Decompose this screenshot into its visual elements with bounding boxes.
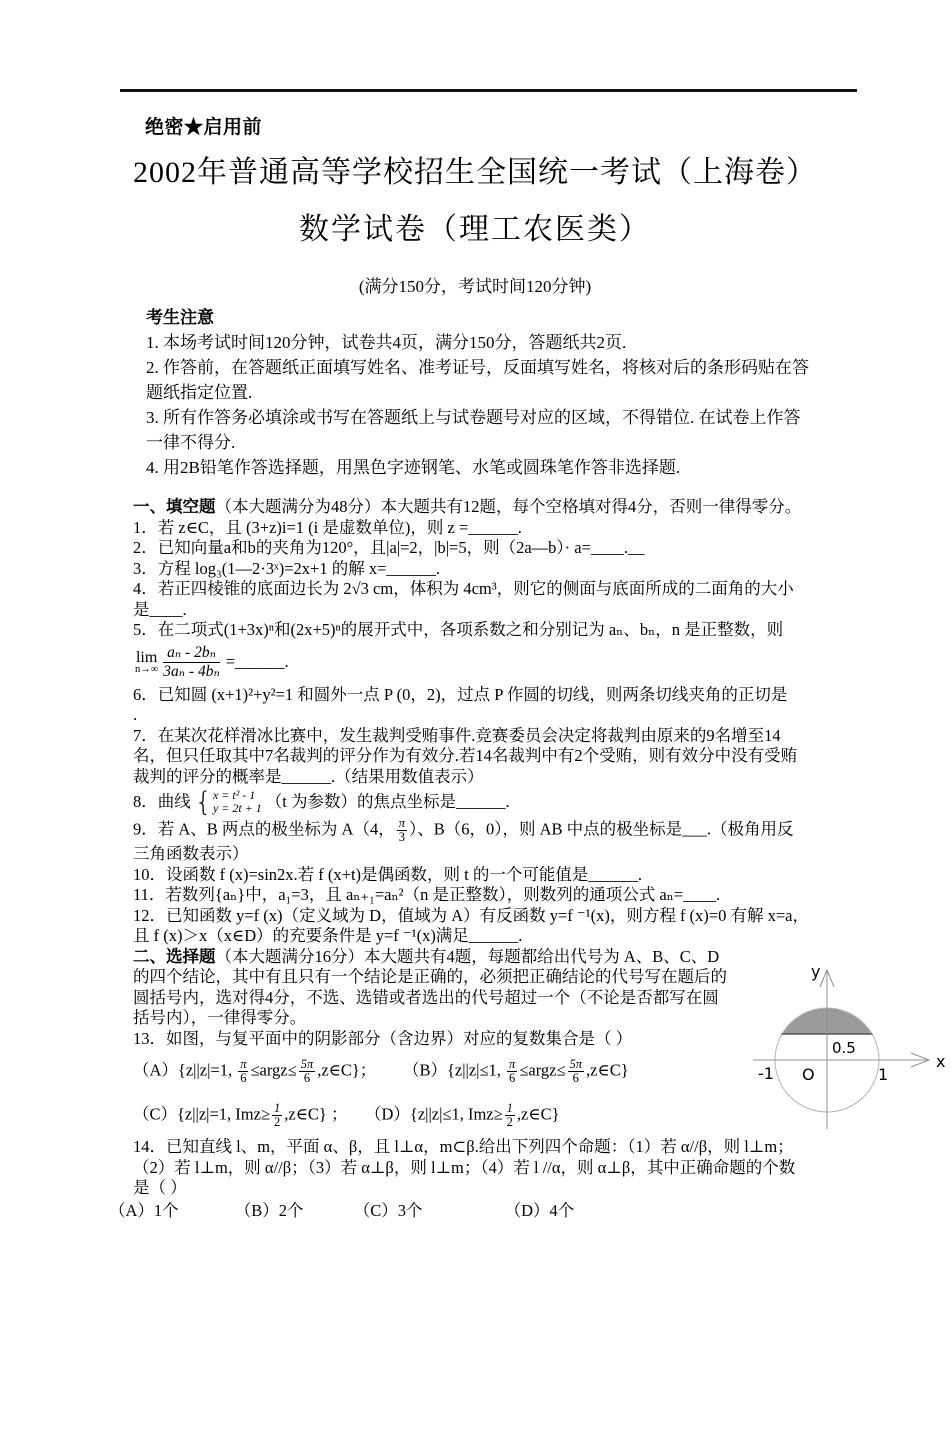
fraction-numerator: π — [509, 1056, 516, 1071]
question-13-options-row-1 — [133, 1049, 735, 1093]
fraction-denominator: 3aₙ - 4bₙ — [163, 663, 220, 680]
pi-over-3-fraction — [397, 817, 407, 844]
option-B: （B）2个 — [234, 1200, 304, 1220]
fraction-denominator: 6 — [509, 1070, 516, 1085]
fraction-numerator: 1 — [506, 1100, 513, 1115]
exam-title-line2: 数学试卷（理工农医类） — [299, 213, 651, 246]
option-C — [133, 1102, 365, 1129]
question-8-lead: 8．曲线 — [133, 791, 191, 811]
limit-word: lim — [135, 649, 158, 666]
question-13-options-row-2 — [133, 1093, 735, 1137]
option-B-mid: ≤argz≤ — [519, 1059, 566, 1079]
section-choice-title: 二、选择题 — [133, 946, 216, 966]
parametric-eq-x: x = t² - 1 — [212, 788, 256, 802]
option-C-tail: ,z∈C} ； — [284, 1103, 348, 1123]
section-fill-in — [133, 497, 810, 947]
y-axis-label: y — [811, 961, 821, 981]
five-pi-over-6-fraction — [568, 1058, 585, 1085]
pi-over-6-fraction — [238, 1058, 248, 1085]
origin-label: O — [802, 1064, 815, 1084]
fraction-numerator: 1 — [274, 1100, 281, 1115]
fraction-numerator: 5π — [569, 1056, 583, 1071]
section-choice-heading — [133, 947, 810, 1029]
question-11: 11．若数列{aₙ}中，a₁=3，且 aₙ₊₁=aₙ²（n 是正整数），则数列的通项公式 aₙ=____. — [133, 885, 721, 904]
half-label: 0.5 — [832, 1038, 856, 1057]
question-10: 10．设函数 f (x)=sin2x.若 f (x+t)是偶函数，则 t 的一个可能值是______. — [133, 864, 643, 884]
question-2: 2．已知向量a和b的夹角为120°，且|a|=2，|b|=5，则（2a—b）· a=____.__ — [133, 538, 645, 557]
option-A-text: （A）{z||z|=1, — [133, 1059, 237, 1079]
option-D — [365, 1102, 560, 1129]
five-pi-over-6-fraction — [299, 1058, 316, 1085]
complex-plane-figure — [745, 957, 950, 1142]
section-choice-rules: （本大题满分16分）本大题共有4题，每题都给出代号为 A、B、C、D 的四个结论，其中有且只有一个结论是正确的，必须把正确结论的代号写在题后的圆括号内，选对得4分，不选、选错或者选出的代号超过一个（不论是否都写在圆括号内），一律得零分。 — [133, 946, 727, 1027]
fraction-numerator: π — [398, 816, 405, 830]
notice-item-4: 4. 用2B铅笔作答选择题，用黑色字迹钢笔、水笔或圆珠笔作答非选择题. — [146, 458, 681, 477]
section-fill-in-rules: （本大题满分为48分）本大题共有12题，每个空格填对得4分，否则一律得零分。 — [215, 497, 802, 516]
option-D-text: （D）{z||z|≤1, Imz≥ — [365, 1103, 503, 1123]
exam-page — [0, 89, 950, 1433]
question-8-tail: （t 为参数）的焦点坐标是______. — [265, 791, 510, 811]
answer-blank: =______. — [225, 652, 289, 672]
question-5-limit-formula — [135, 643, 810, 683]
notice-item-3: 3. 所有作答务必填涂或书写在答题纸上与试卷题号对应的区域，不得错位. 在试卷上作答一律不得分. — [146, 408, 801, 452]
limit-operator — [135, 650, 158, 675]
brace-symbol: { — [194, 786, 212, 818]
option-D: （D）4个 — [504, 1200, 575, 1220]
fraction-numerator: aₙ - 2bₙ — [163, 644, 219, 663]
question-14-options — [109, 1201, 810, 1222]
question-12: 12．已知函数 y=f (x)（定义域为 D，值域为 A）有反函数 y=f ⁻¹(x)，则方程 f (x)=0 有解 x=a，且 f (x)＞x（x∈D）的充要条件是 y=f ⁻¹(x)满足______. — [133, 905, 809, 945]
fraction-denominator: 2 — [506, 1114, 513, 1129]
limit-subscript: n→∞ — [135, 664, 159, 675]
question-3: 3．方程 log₃(1—2·3ˣ)=2x+1 的解 x=______. — [133, 558, 441, 578]
option-D-tail: ,z∈C} — [516, 1103, 560, 1123]
fraction-denominator: 6 — [572, 1070, 579, 1085]
notice-item-2: 2. 作答前，在答题纸正面填写姓名、准考证号，反面填写姓名，将核对后的条形码贴在答题纸指定位置. — [146, 358, 809, 402]
option-C-text: （C）{z||z|=1, Imz≥ — [133, 1103, 270, 1123]
option-A — [133, 1058, 403, 1085]
pi-over-6-fraction — [507, 1058, 517, 1085]
fraction-numerator: π — [240, 1056, 247, 1071]
section-fill-in-title: 一、填空题 — [133, 497, 216, 516]
option-B — [403, 1058, 629, 1085]
option-B-tail: ,z∈C} — [586, 1059, 629, 1079]
exam-title-line1: 2002年普通高等学校招生全国统一考试（上海卷） — [133, 156, 817, 189]
one-half-fraction — [272, 1102, 282, 1129]
question-7: 7．在某次花样滑冰比赛中，发生裁判受贿事件.竞赛委员会决定将裁判由原来的9名增至14名，但只任取其中7名裁判的评分作为有效分.若14名裁判中有2个受贿，则有效分中没有受贿裁判的评分的概率是______.（结果用数值表示） — [133, 725, 798, 786]
question-9 — [133, 817, 810, 865]
section-fill-in-heading — [133, 497, 810, 518]
option-C: （C）3个 — [353, 1200, 423, 1220]
option-A-mid: ≤argz≤ — [250, 1059, 297, 1079]
question-14: 14．已知直线 l、m，平面 α、β，且 l⊥α，m⊂β.给出下列四个命题：（1）若 α//β，则 l⊥m；（2）若 l⊥m，则 α//β；（3）若 α⊥β，则 l⊥m；（4）若 l //α，则 α⊥β，其中正确命题的个数是（ ） — [133, 1137, 796, 1197]
x-axis-label: x — [936, 1051, 946, 1071]
question-13: 13．如图，与复平面中的阴影部分（含边界）对应的复数集合是（ ） — [133, 1028, 633, 1048]
notice-heading: 考生注意 — [146, 308, 214, 327]
section-choice — [109, 946, 946, 1222]
tick-label-neg-one: -1 — [758, 1063, 774, 1083]
question-9-tail: ）、B（6，0），则 AB 中点的极坐标是___.（极角用反三角函数表示） — [133, 819, 794, 863]
question-6-continuation: . — [133, 705, 138, 724]
candidate-notice — [146, 305, 812, 480]
question-8 — [133, 787, 810, 817]
parametric-eq-y: y = 2t + 1 — [212, 801, 262, 815]
fraction-denominator: 6 — [240, 1070, 247, 1085]
question-9-lead: 9．若 A、B 两点的极坐标为 A（4， — [133, 819, 395, 839]
limit-fraction — [163, 644, 219, 681]
figure-float-anchor — [735, 947, 946, 1117]
question-6: 6．已知圆 (x+1)²+y²=1 和圆外一点 P (0，2)，过点 P 作圆的切线，则两条切线夹角的正切是 — [133, 684, 788, 704]
one-half-fraction — [505, 1102, 515, 1129]
fraction-denominator: 3 — [398, 830, 405, 844]
option-A: （A）1个 — [109, 1200, 179, 1220]
header-rule — [120, 89, 857, 92]
security-marking: 绝密★启用前 — [145, 117, 263, 138]
tick-label-one: 1 — [878, 1064, 889, 1084]
fraction-denominator: 2 — [274, 1114, 281, 1129]
question-4: 4．若正四棱锥的底面边长为 2√3 cm，体积为 4cm³，则它的侧面与底面所成的二面角的大小是____. — [133, 579, 794, 619]
fraction-numerator: 5π — [300, 1056, 314, 1071]
fraction-denominator: 6 — [303, 1070, 311, 1085]
question-5: 5．在二项式(1+3x)ⁿ和(2x+5)ⁿ的展开式中，各项系数之和分别记为 aₙ、bₙ，n 是正整数，则 — [133, 620, 784, 639]
option-B-text: （B）{z||z|≤1, — [403, 1059, 506, 1079]
score-duration-note: (满分150分，考试时间120分钟) — [358, 277, 592, 296]
option-A-tail: ,z∈C}； — [317, 1059, 377, 1079]
question-1: 1．若 z∈C，且 (3+z)i=1 (i 是虚数单位)，则 z =______. — [133, 517, 522, 537]
notice-item-1: 1. 本场考试时间120分钟，试卷共4页，满分150分，答题纸共2页. — [146, 333, 627, 352]
parametric-system — [213, 789, 262, 815]
